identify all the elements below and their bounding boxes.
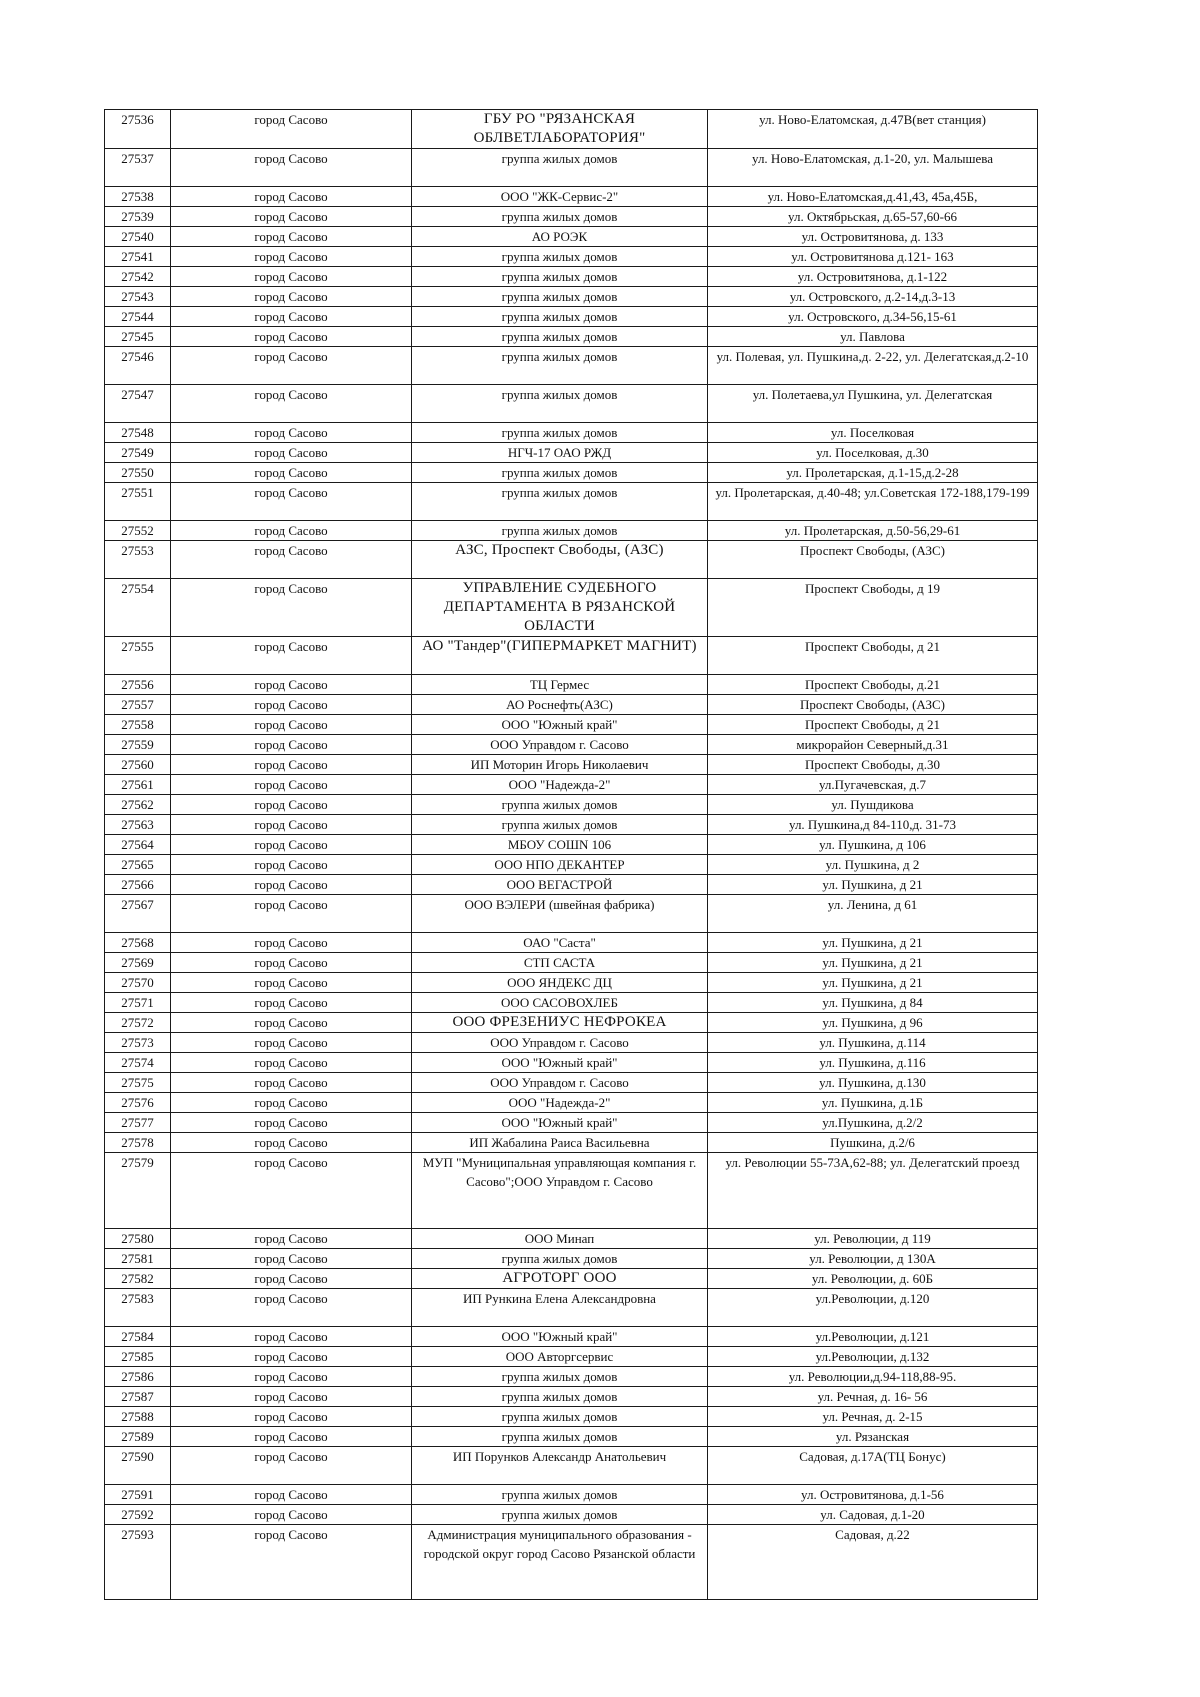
row-city: город Сасово: [171, 1053, 412, 1073]
row-number: 27574: [105, 1053, 171, 1073]
row-city: город Сасово: [171, 1013, 412, 1033]
row-organization: группа жилых домов: [412, 1387, 708, 1407]
row-organization: группа жилых домов: [412, 307, 708, 327]
row-number: 27563: [105, 815, 171, 835]
row-organization: ООО Управдом г. Сасово: [412, 1033, 708, 1053]
row-organization: ООО "Южный край": [412, 715, 708, 735]
row-number: 27543: [105, 287, 171, 307]
row-number: 27590: [105, 1447, 171, 1485]
row-organization: группа жилых домов: [412, 347, 708, 385]
row-organization: группа жилых домов: [412, 1505, 708, 1525]
row-organization: НГЧ-17 ОАО РЖД: [412, 443, 708, 463]
row-organization: ИП Жабалина Раиса Васильевна: [412, 1133, 708, 1153]
table-row: [105, 1525, 1038, 1600]
table-row: [105, 443, 1038, 463]
table-row: [105, 307, 1038, 327]
row-address: ул. Пушдикова: [708, 795, 1038, 815]
table-row: [105, 347, 1038, 385]
row-address: ул.Революции, д.120: [708, 1289, 1038, 1327]
table-row: [105, 855, 1038, 875]
row-city: город Сасово: [171, 541, 412, 579]
row-city: город Сасово: [171, 149, 412, 187]
row-number: 27541: [105, 247, 171, 267]
table-row: [105, 715, 1038, 735]
table-row: [105, 1505, 1038, 1525]
row-organization: ООО НПО ДЕКАНТЕР: [412, 855, 708, 875]
row-number: 27585: [105, 1347, 171, 1367]
row-city: город Сасово: [171, 463, 412, 483]
row-city: город Сасово: [171, 1289, 412, 1327]
table-row: [105, 1367, 1038, 1387]
row-address: ул. Островского, д.34-56,15-61: [708, 307, 1038, 327]
row-number: 27548: [105, 423, 171, 443]
table-row: [105, 1113, 1038, 1133]
row-number: 27572: [105, 1013, 171, 1033]
row-number: 27547: [105, 385, 171, 423]
table-row: [105, 775, 1038, 795]
row-city: город Сасово: [171, 307, 412, 327]
row-organization: группа жилых домов: [412, 483, 708, 521]
row-organization: МБОУ СОШN 106: [412, 835, 708, 855]
row-address: микрорайон Северный,д.31: [708, 735, 1038, 755]
row-city: город Сасово: [171, 1485, 412, 1505]
row-organization: группа жилых домов: [412, 463, 708, 483]
row-address: ул. Пролетарская, д.40-48; ул.Советская 172-188,179-199: [708, 483, 1038, 521]
row-number: 27584: [105, 1327, 171, 1347]
row-organization: ООО Авторгсервис: [412, 1347, 708, 1367]
row-address: Садовая, д.22: [708, 1525, 1038, 1600]
row-address: ул. Островского, д.2-14,д.3-13: [708, 287, 1038, 307]
row-city: город Сасово: [171, 443, 412, 463]
row-city: город Сасово: [171, 1153, 412, 1229]
row-address: ул. Пушкина, д 84: [708, 993, 1038, 1013]
row-city: город Сасово: [171, 385, 412, 423]
row-address: ул. Октябрьская, д.65-57,60-66: [708, 207, 1038, 227]
row-city: город Сасово: [171, 1033, 412, 1053]
row-organization: группа жилых домов: [412, 815, 708, 835]
table-row: [105, 579, 1038, 637]
row-organization: группа жилых домов: [412, 521, 708, 541]
row-number: 27555: [105, 637, 171, 675]
row-address: ул.Пушкина, д.2/2: [708, 1113, 1038, 1133]
row-address: ул. Павлова: [708, 327, 1038, 347]
row-address: ул.Революции, д.132: [708, 1347, 1038, 1367]
table-row: [105, 247, 1038, 267]
document-page: [104, 109, 1031, 1600]
table-row: [105, 483, 1038, 521]
table-row: [105, 675, 1038, 695]
table-row: [105, 755, 1038, 775]
row-address: ул. Пушкина,д 84-110,д. 31-73: [708, 815, 1038, 835]
row-city: город Сасово: [171, 1387, 412, 1407]
row-organization: ООО ФРЕЗЕНИУС НЕФРОКЕА: [412, 1013, 708, 1033]
row-number: 27570: [105, 973, 171, 993]
row-city: город Сасово: [171, 110, 412, 149]
table-row: [105, 637, 1038, 675]
row-organization: ООО ЯНДЕКС ДЦ: [412, 973, 708, 993]
table-row: [105, 1269, 1038, 1289]
table-row: [105, 187, 1038, 207]
row-number: 27539: [105, 207, 171, 227]
table-row: [105, 327, 1038, 347]
table-row: [105, 423, 1038, 443]
row-number: 27567: [105, 895, 171, 933]
row-number: 27588: [105, 1407, 171, 1427]
row-city: город Сасово: [171, 973, 412, 993]
row-number: 27557: [105, 695, 171, 715]
table-row: [105, 795, 1038, 815]
table-row: [105, 1347, 1038, 1367]
row-address: ул. Пролетарская, д.1-15,д.2-28: [708, 463, 1038, 483]
row-address: ул. Речная, д. 2-15: [708, 1407, 1038, 1427]
row-address: ул. Пушкина, д 21: [708, 933, 1038, 953]
row-city: город Сасово: [171, 267, 412, 287]
row-organization: ООО ВЭЛЕРИ (швейная фабрика): [412, 895, 708, 933]
row-number: 27559: [105, 735, 171, 755]
table-row: [105, 1407, 1038, 1427]
row-number: 27536: [105, 110, 171, 149]
row-address: ул. Революции,д.94-118,88-95.: [708, 1367, 1038, 1387]
table-row: [105, 1033, 1038, 1053]
row-address: ул. Островитянова д.121- 163: [708, 247, 1038, 267]
table-row: [105, 1447, 1038, 1485]
row-organization: группа жилых домов: [412, 267, 708, 287]
row-city: город Сасово: [171, 247, 412, 267]
row-address: ул. Поселковая, д.30: [708, 443, 1038, 463]
row-city: город Сасово: [171, 1447, 412, 1485]
row-city: город Сасово: [171, 735, 412, 755]
row-address: ул. Ново-Елатомская,д.41,43, 45а,45Б,: [708, 187, 1038, 207]
row-city: город Сасово: [171, 483, 412, 521]
row-number: 27583: [105, 1289, 171, 1327]
row-city: город Сасово: [171, 1269, 412, 1289]
table-row: [105, 1053, 1038, 1073]
row-organization: ТЦ Гермес: [412, 675, 708, 695]
table-row: [105, 227, 1038, 247]
row-city: город Сасово: [171, 579, 412, 637]
row-number: 27553: [105, 541, 171, 579]
row-address: ул.Пугачевская, д.7: [708, 775, 1038, 795]
row-city: город Сасово: [171, 993, 412, 1013]
row-city: город Сасово: [171, 715, 412, 735]
row-city: город Сасово: [171, 347, 412, 385]
row-organization: ИП Порунков Александр Анатольевич: [412, 1447, 708, 1485]
row-organization: ИП Моторин Игорь Николаевич: [412, 755, 708, 775]
row-number: 27568: [105, 933, 171, 953]
row-organization: АО Роснефть(АЗС): [412, 695, 708, 715]
table-row: [105, 1327, 1038, 1347]
row-number: 27578: [105, 1133, 171, 1153]
row-number: 27552: [105, 521, 171, 541]
row-organization: ООО ВЕГАСТРОЙ: [412, 875, 708, 895]
row-address: ул. Полевая, ул. Пушкина,д. 2-22, ул. Делегатская,д.2-10: [708, 347, 1038, 385]
row-number: 27571: [105, 993, 171, 1013]
row-organization: ООО Минап: [412, 1229, 708, 1249]
row-number: 27569: [105, 953, 171, 973]
row-address: ул. Пушкина, д.116: [708, 1053, 1038, 1073]
table-row: [105, 1229, 1038, 1249]
row-address: ул. Островитянова, д. 133: [708, 227, 1038, 247]
row-city: город Сасово: [171, 1525, 412, 1600]
row-city: город Сасово: [171, 287, 412, 307]
table-row: [105, 1013, 1038, 1033]
row-organization: группа жилых домов: [412, 1367, 708, 1387]
row-address: Пушкина, д.2/6: [708, 1133, 1038, 1153]
row-address: ул. Садовая, д.1-20: [708, 1505, 1038, 1525]
row-organization: ГБУ РО "РЯЗАНСКАЯ ОБЛВЕТЛАБОРАТОРИЯ": [412, 110, 708, 149]
row-address: ул. Революции, д 119: [708, 1229, 1038, 1249]
table-row: [105, 463, 1038, 483]
row-number: 27587: [105, 1387, 171, 1407]
row-number: 27577: [105, 1113, 171, 1133]
row-number: 27581: [105, 1249, 171, 1269]
table-row: [105, 1485, 1038, 1505]
row-organization: группа жилых домов: [412, 795, 708, 815]
table-row: [105, 1427, 1038, 1447]
row-city: город Сасово: [171, 815, 412, 835]
row-number: 27576: [105, 1093, 171, 1113]
row-organization: группа жилых домов: [412, 1249, 708, 1269]
row-number: 27560: [105, 755, 171, 775]
row-city: город Сасово: [171, 637, 412, 675]
row-address: ул. Ленина, д 61: [708, 895, 1038, 933]
row-number: 27564: [105, 835, 171, 855]
row-city: город Сасово: [171, 1073, 412, 1093]
row-address: Садовая, д.17А(ТЦ Бонус): [708, 1447, 1038, 1485]
table-row: [105, 815, 1038, 835]
row-number: 27542: [105, 267, 171, 287]
row-number: 27537: [105, 149, 171, 187]
table-row: [105, 287, 1038, 307]
row-address: ул. Революции, д. 60Б: [708, 1269, 1038, 1289]
row-city: город Сасово: [171, 207, 412, 227]
row-organization: УПРАВЛЕНИЕ СУДЕБНОГО ДЕПАРТАМЕНТА В РЯЗАНСКОЙ ОБЛАСТИ: [412, 579, 708, 637]
row-city: город Сасово: [171, 695, 412, 715]
table-row: [105, 1133, 1038, 1153]
row-number: 27579: [105, 1153, 171, 1229]
row-number: 27573: [105, 1033, 171, 1053]
row-organization: группа жилых домов: [412, 149, 708, 187]
row-address: ул. Пушкина, д 21: [708, 973, 1038, 993]
table-row: [105, 521, 1038, 541]
row-address: ул. Поселковая: [708, 423, 1038, 443]
row-address: ул. Островитянова, д.1-122: [708, 267, 1038, 287]
row-organization: ООО "Южный край": [412, 1113, 708, 1133]
table-row: [105, 541, 1038, 579]
row-number: 27544: [105, 307, 171, 327]
table-row: [105, 267, 1038, 287]
table-row: [105, 835, 1038, 855]
row-organization: группа жилых домов: [412, 327, 708, 347]
row-organization: ООО САСОВОХЛЕБ: [412, 993, 708, 1013]
row-city: город Сасово: [171, 895, 412, 933]
row-organization: группа жилых домов: [412, 287, 708, 307]
table-row: [105, 933, 1038, 953]
table-row: [105, 1289, 1038, 1327]
row-organization: ООО Управдом г. Сасово: [412, 735, 708, 755]
row-city: город Сасово: [171, 1427, 412, 1447]
row-city: город Сасово: [171, 855, 412, 875]
row-number: 27592: [105, 1505, 171, 1525]
row-city: город Сасово: [171, 423, 412, 443]
row-address: ул. Полетаева,ул Пушкина, ул. Делегатская: [708, 385, 1038, 423]
row-organization: группа жилых домов: [412, 247, 708, 267]
row-number: 27556: [105, 675, 171, 695]
row-address: ул.Революции, д.121: [708, 1327, 1038, 1347]
row-organization: группа жилых домов: [412, 385, 708, 423]
row-city: город Сасово: [171, 1367, 412, 1387]
table-row: [105, 207, 1038, 227]
row-city: город Сасово: [171, 755, 412, 775]
row-city: город Сасово: [171, 1407, 412, 1427]
table-row: [105, 895, 1038, 933]
row-address: ул. Революции 55-73А,62-88; ул. Делегатский проезд: [708, 1153, 1038, 1229]
row-city: город Сасово: [171, 187, 412, 207]
row-organization: группа жилых домов: [412, 1485, 708, 1505]
row-organization: группа жилых домов: [412, 1427, 708, 1447]
row-city: город Сасово: [171, 953, 412, 973]
row-number: 27565: [105, 855, 171, 875]
row-number: 27593: [105, 1525, 171, 1600]
row-organization: Администрация муниципального образования - городской округ город Сасово Рязанской области: [412, 1525, 708, 1600]
row-organization: ООО "Надежда-2": [412, 1093, 708, 1113]
row-city: город Сасово: [171, 775, 412, 795]
row-city: город Сасово: [171, 1249, 412, 1269]
row-address: Проспект Свободы, (АЗС): [708, 541, 1038, 579]
table-row: [105, 1387, 1038, 1407]
row-city: город Сасово: [171, 1133, 412, 1153]
row-address: Проспект Свободы, д.21: [708, 675, 1038, 695]
row-number: 27589: [105, 1427, 171, 1447]
row-address: Проспект Свободы, д.30: [708, 755, 1038, 775]
row-number: 27538: [105, 187, 171, 207]
row-city: город Сасово: [171, 1505, 412, 1525]
row-organization: группа жилых домов: [412, 423, 708, 443]
row-address: ул. Пушкина, д 21: [708, 953, 1038, 973]
table-row: [105, 735, 1038, 755]
table-row: [105, 695, 1038, 715]
row-address: ул. Ново-Елатомская, д.1-20, ул. Малышева: [708, 149, 1038, 187]
table-row: [105, 993, 1038, 1013]
row-organization: ИП Рункина Елена Александровна: [412, 1289, 708, 1327]
row-organization: группа жилых домов: [412, 207, 708, 227]
table-row: [105, 1073, 1038, 1093]
row-address: Проспект Свободы, (АЗС): [708, 695, 1038, 715]
row-number: 27550: [105, 463, 171, 483]
row-address: Проспект Свободы, д 21: [708, 637, 1038, 675]
row-number: 27586: [105, 1367, 171, 1387]
row-number: 27551: [105, 483, 171, 521]
row-address: ул. Речная, д. 16- 56: [708, 1387, 1038, 1407]
table-row: [105, 1249, 1038, 1269]
row-city: город Сасово: [171, 1347, 412, 1367]
table-row: [105, 973, 1038, 993]
row-city: город Сасово: [171, 875, 412, 895]
row-number: 27566: [105, 875, 171, 895]
row-number: 27562: [105, 795, 171, 815]
row-city: город Сасово: [171, 327, 412, 347]
row-number: 27561: [105, 775, 171, 795]
row-address: ул. Рязанская: [708, 1427, 1038, 1447]
registry-table-body: [105, 110, 1038, 1600]
row-number: 27575: [105, 1073, 171, 1093]
row-organization: ООО Управдом г. Сасово: [412, 1073, 708, 1093]
row-organization: АЗС, Проспект Свободы, (АЗС): [412, 541, 708, 579]
row-city: город Сасово: [171, 1327, 412, 1347]
row-address: ул. Пролетарская, д.50-56,29-61: [708, 521, 1038, 541]
table-row: [105, 385, 1038, 423]
row-city: город Сасово: [171, 1093, 412, 1113]
row-address: ул. Пушкина, д 21: [708, 875, 1038, 895]
row-organization: ООО "Южный край": [412, 1327, 708, 1347]
registry-table: [104, 109, 1038, 1600]
row-address: ул. Островитянова, д.1-56: [708, 1485, 1038, 1505]
row-organization: АГРОТОРГ ООО: [412, 1269, 708, 1289]
row-city: город Сасово: [171, 675, 412, 695]
row-address: ул. Революции, д 130А: [708, 1249, 1038, 1269]
row-organization: ООО "Надежда-2": [412, 775, 708, 795]
row-number: 27549: [105, 443, 171, 463]
row-organization: СТП САСТА: [412, 953, 708, 973]
row-address: ул. Пушкина, д 96: [708, 1013, 1038, 1033]
row-number: 27546: [105, 347, 171, 385]
row-number: 27558: [105, 715, 171, 735]
row-city: город Сасово: [171, 1113, 412, 1133]
row-number: 27554: [105, 579, 171, 637]
row-city: город Сасово: [171, 1229, 412, 1249]
row-organization: ОАО "Саста": [412, 933, 708, 953]
row-city: город Сасово: [171, 521, 412, 541]
row-organization: МУП "Муниципальная управляющая компания г. Сасово";ООО Управдом г. Сасово: [412, 1153, 708, 1229]
row-organization: АО РОЭК: [412, 227, 708, 247]
row-organization: АО "Тандер"(ГИПЕРМАРКЕТ МАГНИТ): [412, 637, 708, 675]
table-row: [105, 149, 1038, 187]
row-address: ул. Пушкина, д.130: [708, 1073, 1038, 1093]
row-organization: ООО "Южный край": [412, 1053, 708, 1073]
row-address: ул. Ново-Елатомская, д.47В(вет станция): [708, 110, 1038, 149]
row-address: Проспект Свободы, д 19: [708, 579, 1038, 637]
table-row: [105, 1093, 1038, 1113]
row-number: 27540: [105, 227, 171, 247]
row-number: 27580: [105, 1229, 171, 1249]
row-city: город Сасово: [171, 933, 412, 953]
row-organization: ООО "ЖК-Сервис-2": [412, 187, 708, 207]
row-organization: группа жилых домов: [412, 1407, 708, 1427]
row-address: ул. Пушкина, д.114: [708, 1033, 1038, 1053]
table-row: [105, 1153, 1038, 1229]
row-address: ул. Пушкина, д 2: [708, 855, 1038, 875]
row-number: 27582: [105, 1269, 171, 1289]
row-city: город Сасово: [171, 227, 412, 247]
row-number: 27545: [105, 327, 171, 347]
row-city: город Сасово: [171, 795, 412, 815]
row-city: город Сасово: [171, 835, 412, 855]
row-address: Проспект Свободы, д 21: [708, 715, 1038, 735]
table-row: [105, 110, 1038, 149]
table-row: [105, 875, 1038, 895]
row-address: ул. Пушкина, д 106: [708, 835, 1038, 855]
row-address: ул. Пушкина, д.1Б: [708, 1093, 1038, 1113]
table-row: [105, 953, 1038, 973]
row-number: 27591: [105, 1485, 171, 1505]
